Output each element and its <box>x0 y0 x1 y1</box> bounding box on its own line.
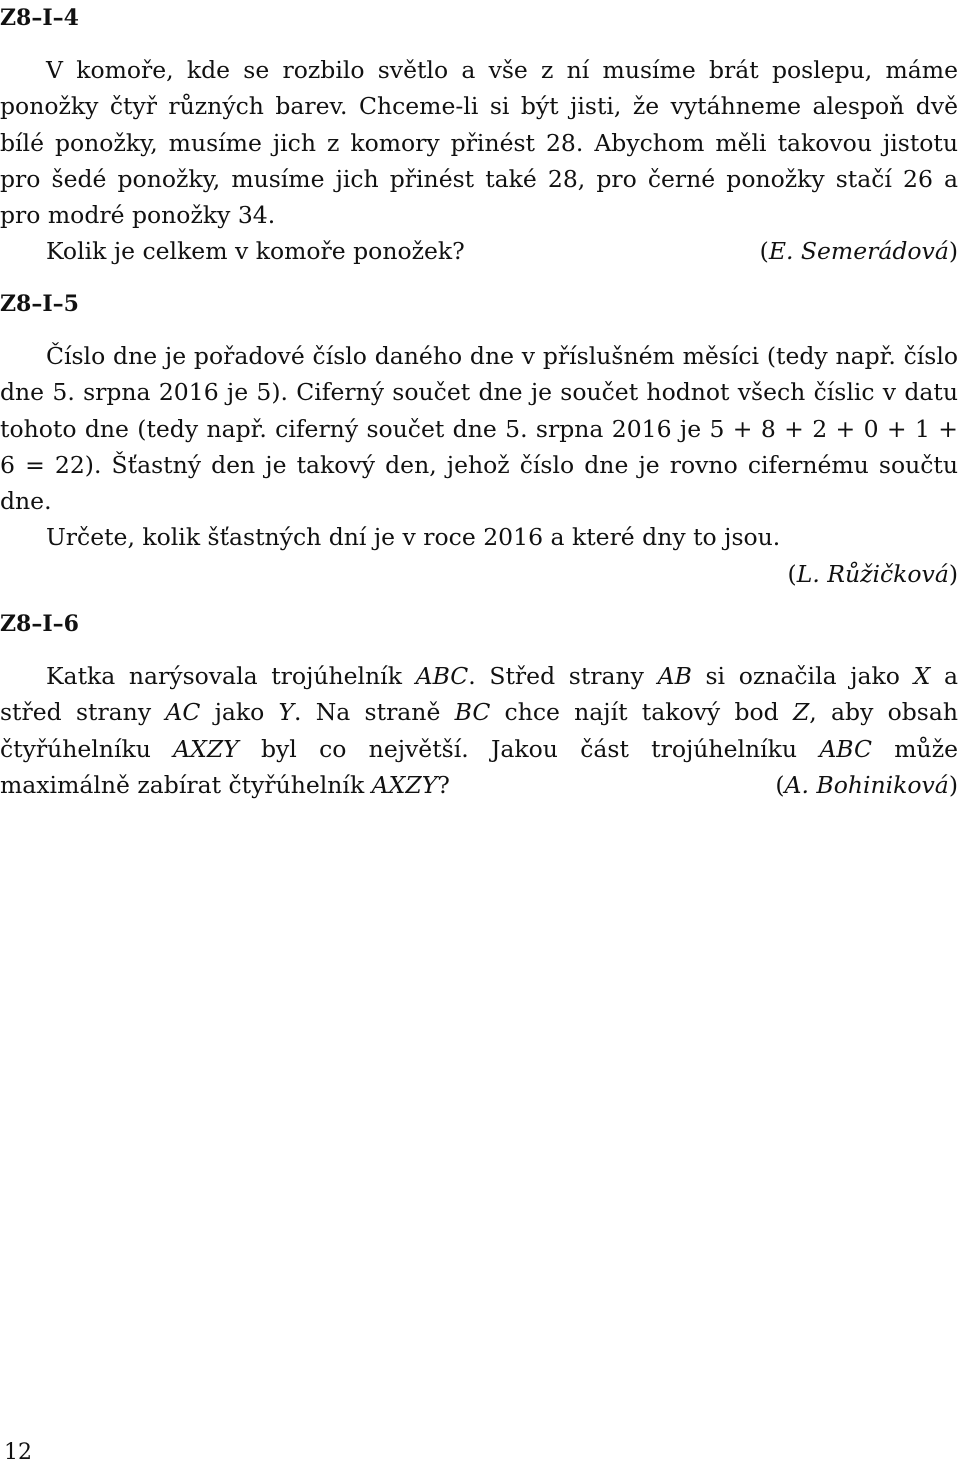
problem-heading: Z8–I–5 <box>0 291 79 317</box>
math-symbol: AXZY <box>371 770 438 799</box>
problem-text: V komoře, kde se rozbilo světlo a vše z ní musíme brát poslepu, máme ponožky čtyř různých barev. Chceme-li si být jisti, že vytáhneme alespoň dvě bílé ponožky, musíme jich z komory přinést 28. Abychom měli takovou jistotu pro šedé ponožky, musíme jich přinést také 28, pro černé ponožky stačí 26 a pro modré ponožky 34. <box>0 56 958 230</box>
credit-open-paren: ( <box>787 559 797 588</box>
math-symbol: AB <box>657 662 692 690</box>
author-credit <box>760 233 958 269</box>
math-symbol: BC <box>454 698 491 727</box>
text-fragment: a střed strany <box>0 662 959 727</box>
credit-open-paren: ( <box>759 237 769 266</box>
problem-question: Kolik je celkem v komoře ponožek? <box>46 237 465 266</box>
credit-close-paren: ) <box>948 770 958 799</box>
math-symbol: AXZY <box>173 734 239 763</box>
author-credit <box>0 556 958 592</box>
problem-z8-i-5 <box>0 286 958 592</box>
credit-close-paren: ) <box>948 237 958 266</box>
math-symbol: AC <box>165 698 201 727</box>
text-fragment: . Na straně <box>294 698 455 727</box>
author-credit <box>729 767 958 803</box>
text-fragment: jako <box>200 698 279 727</box>
problem-question: Určete, kolik šťastných dní je v roce 2016 a které dny to jsou. <box>46 523 781 552</box>
text-fragment: byl co největší. Jakou část trojúhelníku <box>238 734 820 763</box>
author-name: E. Semerádová <box>768 237 949 266</box>
author-name: L. Růžičková <box>796 559 949 588</box>
math-symbol: Y <box>278 698 295 727</box>
problem-question-line <box>0 233 958 269</box>
problem-z8-i-4 <box>0 0 958 270</box>
credit-open-paren: ( <box>775 770 785 799</box>
credit-close-paren: ) <box>948 559 958 588</box>
problem-z8-i-6 <box>0 606 958 803</box>
text-fragment: si označila jako <box>691 662 914 690</box>
page-number: 12 <box>4 1440 32 1465</box>
problem-heading: Z8–I–4 <box>0 5 79 31</box>
text-fragment: může maximálně zabírat čtyřúhelník <box>0 734 958 799</box>
text-fragment: . Střed strany <box>468 662 658 690</box>
math-symbol: X <box>913 662 931 690</box>
text-fragment: Katka narýsovala trojúhelník <box>46 662 416 690</box>
math-symbol: ABC <box>819 734 872 763</box>
text-fragment: chce najít takový bod <box>490 698 793 727</box>
math-symbol: Z <box>792 698 810 727</box>
problem-text: Číslo dne je pořadové číslo daného dne v příslušném měsíci (tedy např. číslo dne 5. srpna 2016 je 5). Ciferný součet dne je součet hodnot všech číslic v datu tohoto dne (tedy např. ciferný součet dne 5. srpna 2016 je 5 + 8 + 2 + 0 + 1 + 6 = 22). Šťastný den je takový den, jehož číslo dne je rovno cifernému součtu dne. <box>0 342 958 516</box>
author-name: A. Bohiniková <box>784 770 949 799</box>
text-fragment: , aby obsah čtyřúhelníku <box>0 698 958 763</box>
problem-text <box>0 658 958 803</box>
text-fragment: ? <box>437 770 450 799</box>
problem-heading: Z8–I–6 <box>0 611 79 637</box>
math-symbol: ABC <box>415 662 469 690</box>
